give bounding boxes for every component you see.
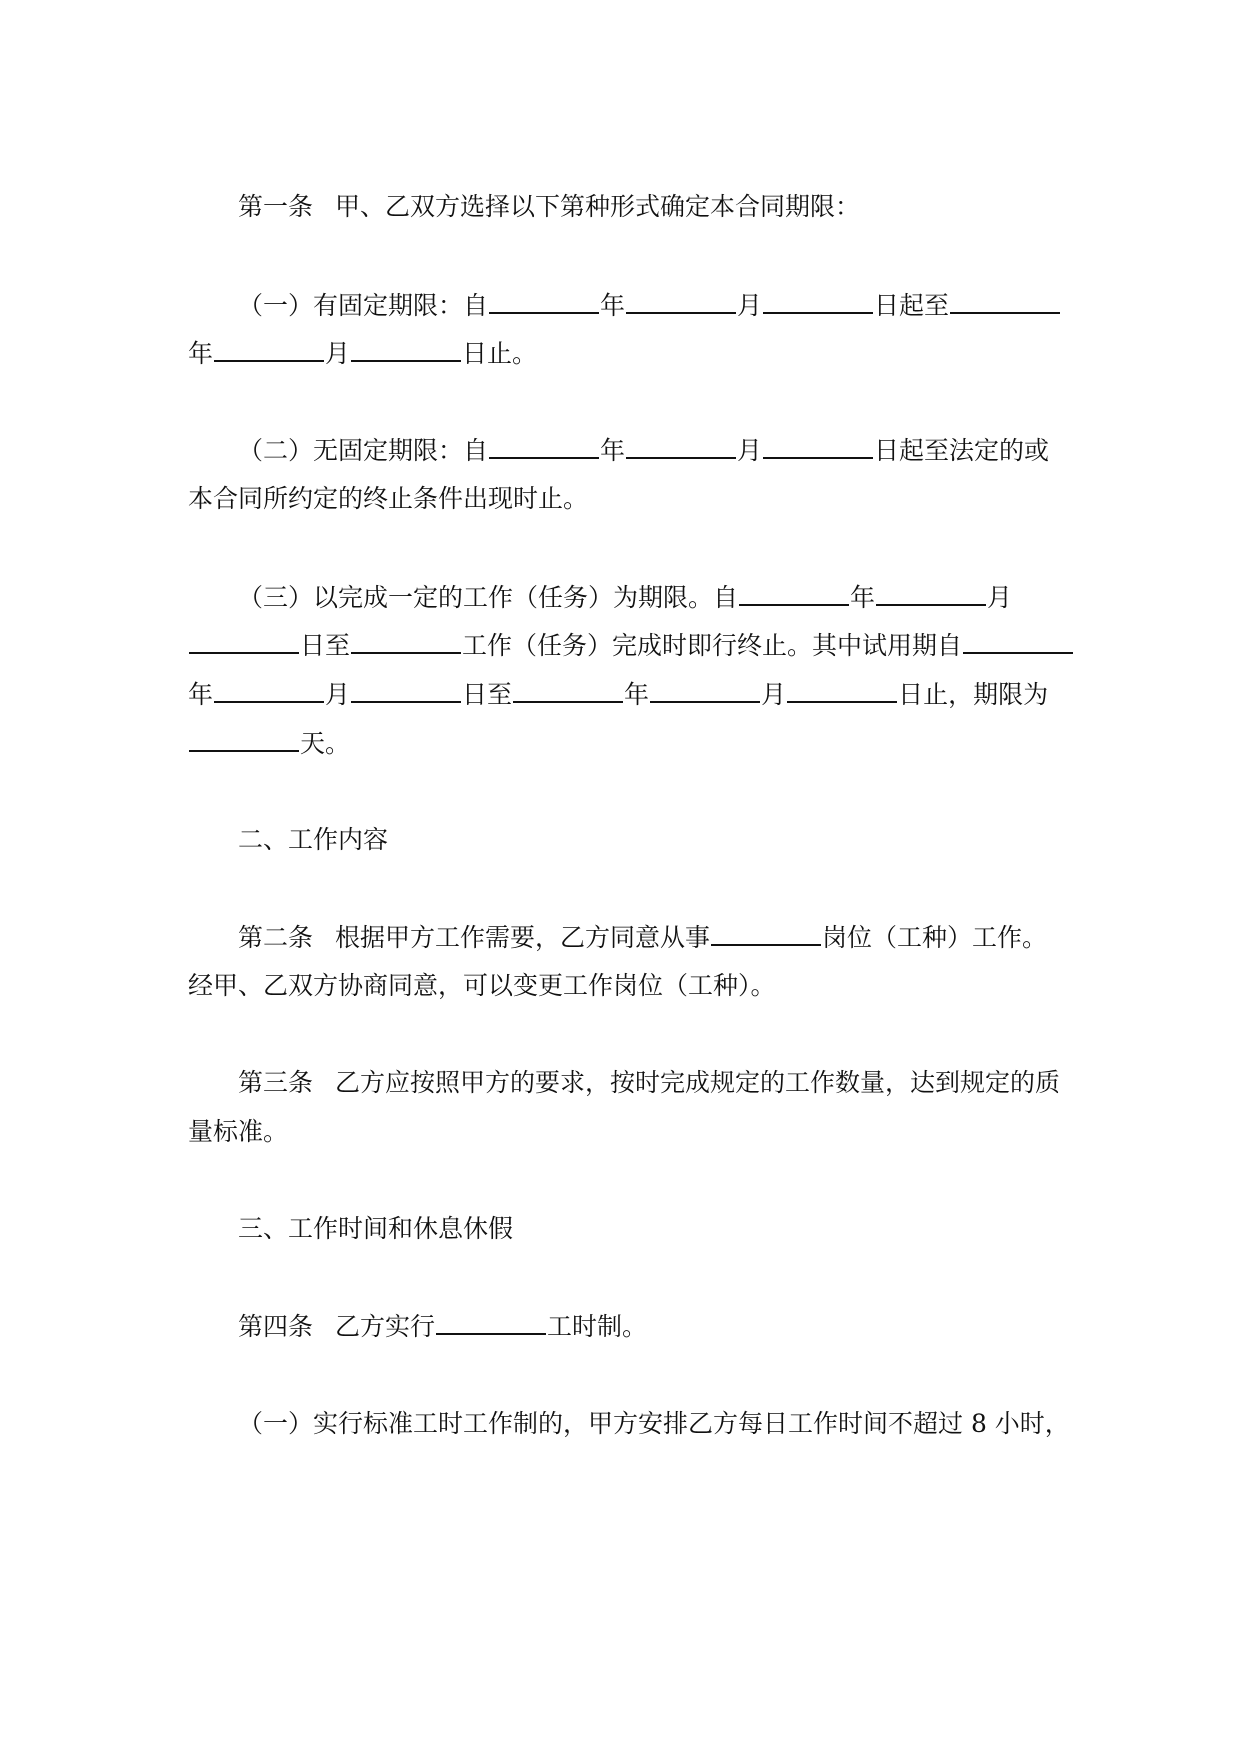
- article-1: [238, 190, 1108, 224]
- article-1-head: 第一条: [238, 192, 314, 221]
- text: 日起至: [874, 291, 950, 320]
- article-3-line-1: [238, 1066, 1108, 1100]
- text: （一）有固定期限：自: [238, 291, 489, 320]
- section-title: 三、工作时间和休息休假: [238, 1214, 514, 1243]
- text: 工作（任务）完成时即行终止。其中试用期自: [462, 631, 963, 660]
- text: 月: [737, 436, 763, 465]
- text: 月: [325, 339, 351, 368]
- article-4-head: 第四条: [238, 1312, 314, 1341]
- text: 日止，期限为: [898, 680, 1049, 709]
- text: 日至: [462, 680, 513, 709]
- fill-blank[interactable]: [436, 1309, 546, 1335]
- fill-blank[interactable]: [489, 288, 599, 314]
- text: 月: [987, 583, 1013, 612]
- article-2-line-2: [188, 969, 1058, 1003]
- text: 日至: [300, 631, 351, 660]
- text: 年: [850, 583, 876, 612]
- term-open-line-2: [188, 482, 1058, 516]
- text: 年: [600, 436, 626, 465]
- text: 年: [188, 339, 214, 368]
- fill-blank[interactable]: [489, 433, 599, 459]
- fill-blank[interactable]: [739, 580, 849, 606]
- text: （二）无固定期限：自: [238, 436, 489, 465]
- fill-blank[interactable]: [787, 677, 897, 703]
- text: 年: [624, 680, 650, 709]
- fill-blank[interactable]: [214, 677, 324, 703]
- text: 日起至法定的或: [874, 436, 1050, 465]
- term-task-line-4: [188, 726, 1058, 761]
- section-title: 二、工作内容: [238, 825, 389, 854]
- text: 乙方应按照甲方的要求，按时完成规定的工作数量，达到规定的质: [335, 1068, 1061, 1097]
- fill-blank[interactable]: [876, 580, 986, 606]
- text: 年: [188, 680, 214, 709]
- fill-blank[interactable]: [763, 433, 873, 459]
- term-fixed-line-2: [188, 336, 1058, 371]
- text: 乙方实行: [335, 1312, 436, 1341]
- standard-hours-line: [238, 1407, 1108, 1441]
- section-2-heading: [238, 823, 1108, 857]
- fill-blank[interactable]: [351, 677, 461, 703]
- text: 根据甲方工作需要，乙方同意从事: [335, 923, 711, 952]
- text: 年: [600, 291, 626, 320]
- fill-blank[interactable]: [189, 726, 299, 752]
- fill-blank[interactable]: [950, 288, 1060, 314]
- article-1-text: 甲、乙双方选择以下第种形式确定本合同期限：: [335, 192, 861, 221]
- fill-blank[interactable]: [650, 677, 760, 703]
- article-3-line-2: [188, 1115, 1058, 1149]
- text: 日止。: [462, 339, 538, 368]
- section-3-heading: [238, 1212, 1108, 1246]
- text: 月: [737, 291, 763, 320]
- fill-blank[interactable]: [626, 288, 736, 314]
- fill-blank[interactable]: [626, 433, 736, 459]
- fill-blank[interactable]: [711, 920, 821, 946]
- term-task-line-2: [188, 628, 1058, 663]
- text: 本合同所约定的终止条件出现时止。: [188, 484, 589, 513]
- fill-blank[interactable]: [351, 628, 461, 654]
- article-2-line-1: [238, 920, 1108, 955]
- fill-blank[interactable]: [189, 628, 299, 654]
- text: （一）实行标准工时工作制的，甲方安排乙方每日工作时间不超过 8 小时，: [238, 1409, 1070, 1438]
- term-fixed-line-1: [238, 288, 1108, 323]
- text: 量标准。: [188, 1117, 289, 1146]
- text: 岗位（工种）工作。: [822, 923, 1048, 952]
- term-task-line-1: [238, 580, 1108, 615]
- fill-blank[interactable]: [214, 336, 324, 362]
- fill-blank[interactable]: [513, 677, 623, 703]
- fill-blank[interactable]: [351, 336, 461, 362]
- term-task-line-3: [188, 677, 1058, 712]
- text: 工时制。: [547, 1312, 648, 1341]
- fill-blank[interactable]: [763, 288, 873, 314]
- text: 经甲、乙双方协商同意，可以变更工作岗位（工种）。: [188, 971, 776, 1000]
- text: 月: [761, 680, 787, 709]
- text: 天。: [300, 729, 351, 758]
- term-open-line-1: [238, 433, 1108, 468]
- text: （三）以完成一定的工作（任务）为期限。自: [238, 583, 739, 612]
- fill-blank[interactable]: [963, 628, 1073, 654]
- article-4: [238, 1309, 1108, 1344]
- article-3-head: 第三条: [238, 1068, 314, 1097]
- text: 月: [325, 680, 351, 709]
- article-2-head: 第二条: [238, 923, 314, 952]
